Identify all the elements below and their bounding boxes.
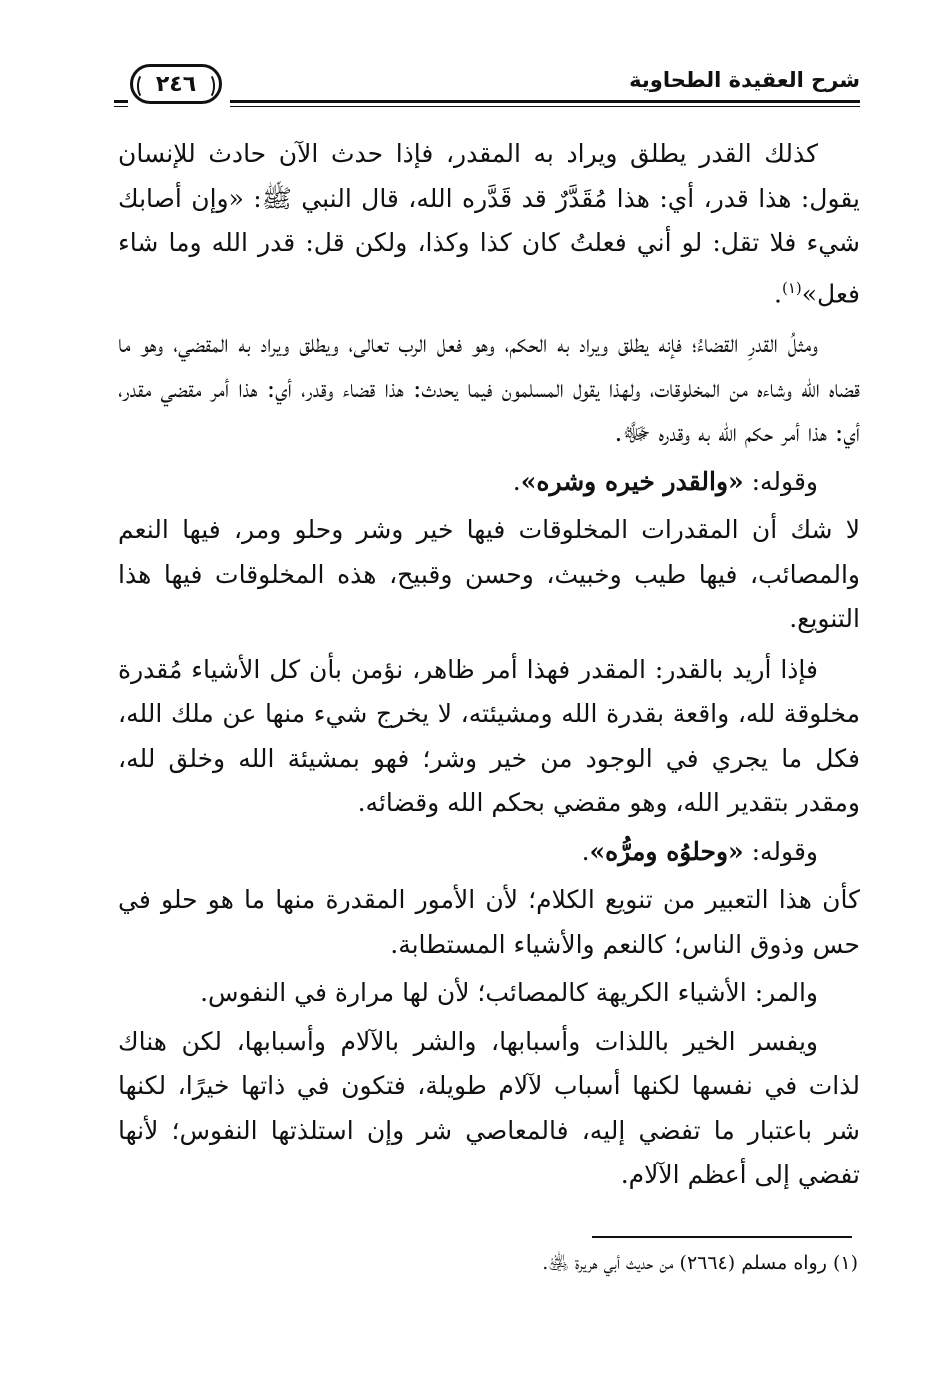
running-title: شرح العقيدة الطحاوية <box>629 68 860 92</box>
page-number-badge <box>130 64 222 104</box>
quote-1-text: «والقدر خيره وشره» <box>520 466 744 496</box>
paragraph-5: كأن هذا التعبير من تنويع الكلام؛ لأن الأمور المقدرة منها ما هو حلو في حس وذوق الناس؛ كالنعم والأشياء المستطابة. <box>118 885 860 959</box>
quote-heading-1 <box>118 460 860 505</box>
header-rule-thin <box>230 106 860 107</box>
paragraph-2: ومثلُ القدرِ القضاءُ؛ فإنه يطلق ويراد به الحكم، وهو فعل الرب تعالى، ويطلق ويراد به المقضي، وهو ما قضاه الله وشاءه من المخلوقات، ولهذا يقول المسلمون فيما يحدث: هذا قضاء وقدر، أي: هذا أمر مقضي مقدر، أي: هذا أمر حكم الله به وقدره ﷻ. <box>118 329 860 448</box>
header-rule <box>230 100 860 103</box>
main-text <box>118 132 860 1202</box>
footnote: (١) رواه مسلم (٢٦٦٤) من حديث أبي هريرة ﵁. <box>542 1252 858 1274</box>
header-rule-left-thin <box>114 106 128 107</box>
page-number: ٢٤٦ <box>155 71 197 97</box>
paragraph-6: والمر: الأشياء الكريهة كالمصائب؛ لأن لها مرارة في النفوس. <box>200 978 818 1008</box>
paragraph-7: ويفسر الخير باللذات وأسبابها، والشر بالآلام وأسبابها، لكن هناك لذات في نفسها لكنها أسباب لآلام طويلة، فتكون في ذاتها خيرًا، لكنها شر باعتبار ما تفضي إليه، فالمعاصي شر وإن استلذتها النفوس؛ لأنها تفضي إلى أعظم الآلام. <box>118 1026 860 1190</box>
footnote-ref: (١) <box>781 278 802 297</box>
paragraph-1-text: كذلك القدر يطلق ويراد به المقدر، فإذا حدث الآن حادث للإنسان يقول: هذا قدر، أي: هذا مُقَدَّرٌ قد قَدَّره الله، قال النبي ﷺ: «وإن أصابك شيء فلا تقل: لو أني فعلتُ كان كذا وكذا، ولكن قل: قدر الله وما شاء فعل» <box>118 139 860 308</box>
footnote-separator <box>592 1236 852 1238</box>
quote-2-suffix: . <box>581 836 590 866</box>
paragraph-1 <box>118 132 860 316</box>
quote-1-prefix: وقوله: <box>743 466 818 496</box>
quote-1-suffix: . <box>512 466 521 496</box>
page-header <box>120 62 860 132</box>
paragraph-1-end: . <box>774 278 782 308</box>
paragraph-4: فإذا أريد بالقدر: المقدر فهذا أمر ظاهر، نؤمن بأن كل الأشياء مُقدرة مخلوقة لله، واقعة بقدرة الله ومشيئته، لا يخرج شيء منها عن ملك الله، فكل ما يجري في الوجود من خير وشر؛ فهو بمشيئة الله وخلق لله، ومقدر بتقدير الله، وهو مقضي بحكم الله وقضائه. <box>118 654 860 818</box>
quote-2-prefix: وقوله: <box>743 836 818 866</box>
paragraph-3: لا شك أن المقدرات المخلوقات فيها خير وشر وحلو ومر، فيها النعم والمصائب، فيها طيب وخبيث، وحسن وقبيح، هذه المخلوقات فيها هذا التنويع. <box>118 515 860 634</box>
header-rule-left <box>114 100 128 103</box>
quote-heading-2 <box>118 830 860 875</box>
quote-2-text: «وحلوُه ومرُّه» <box>589 836 744 866</box>
